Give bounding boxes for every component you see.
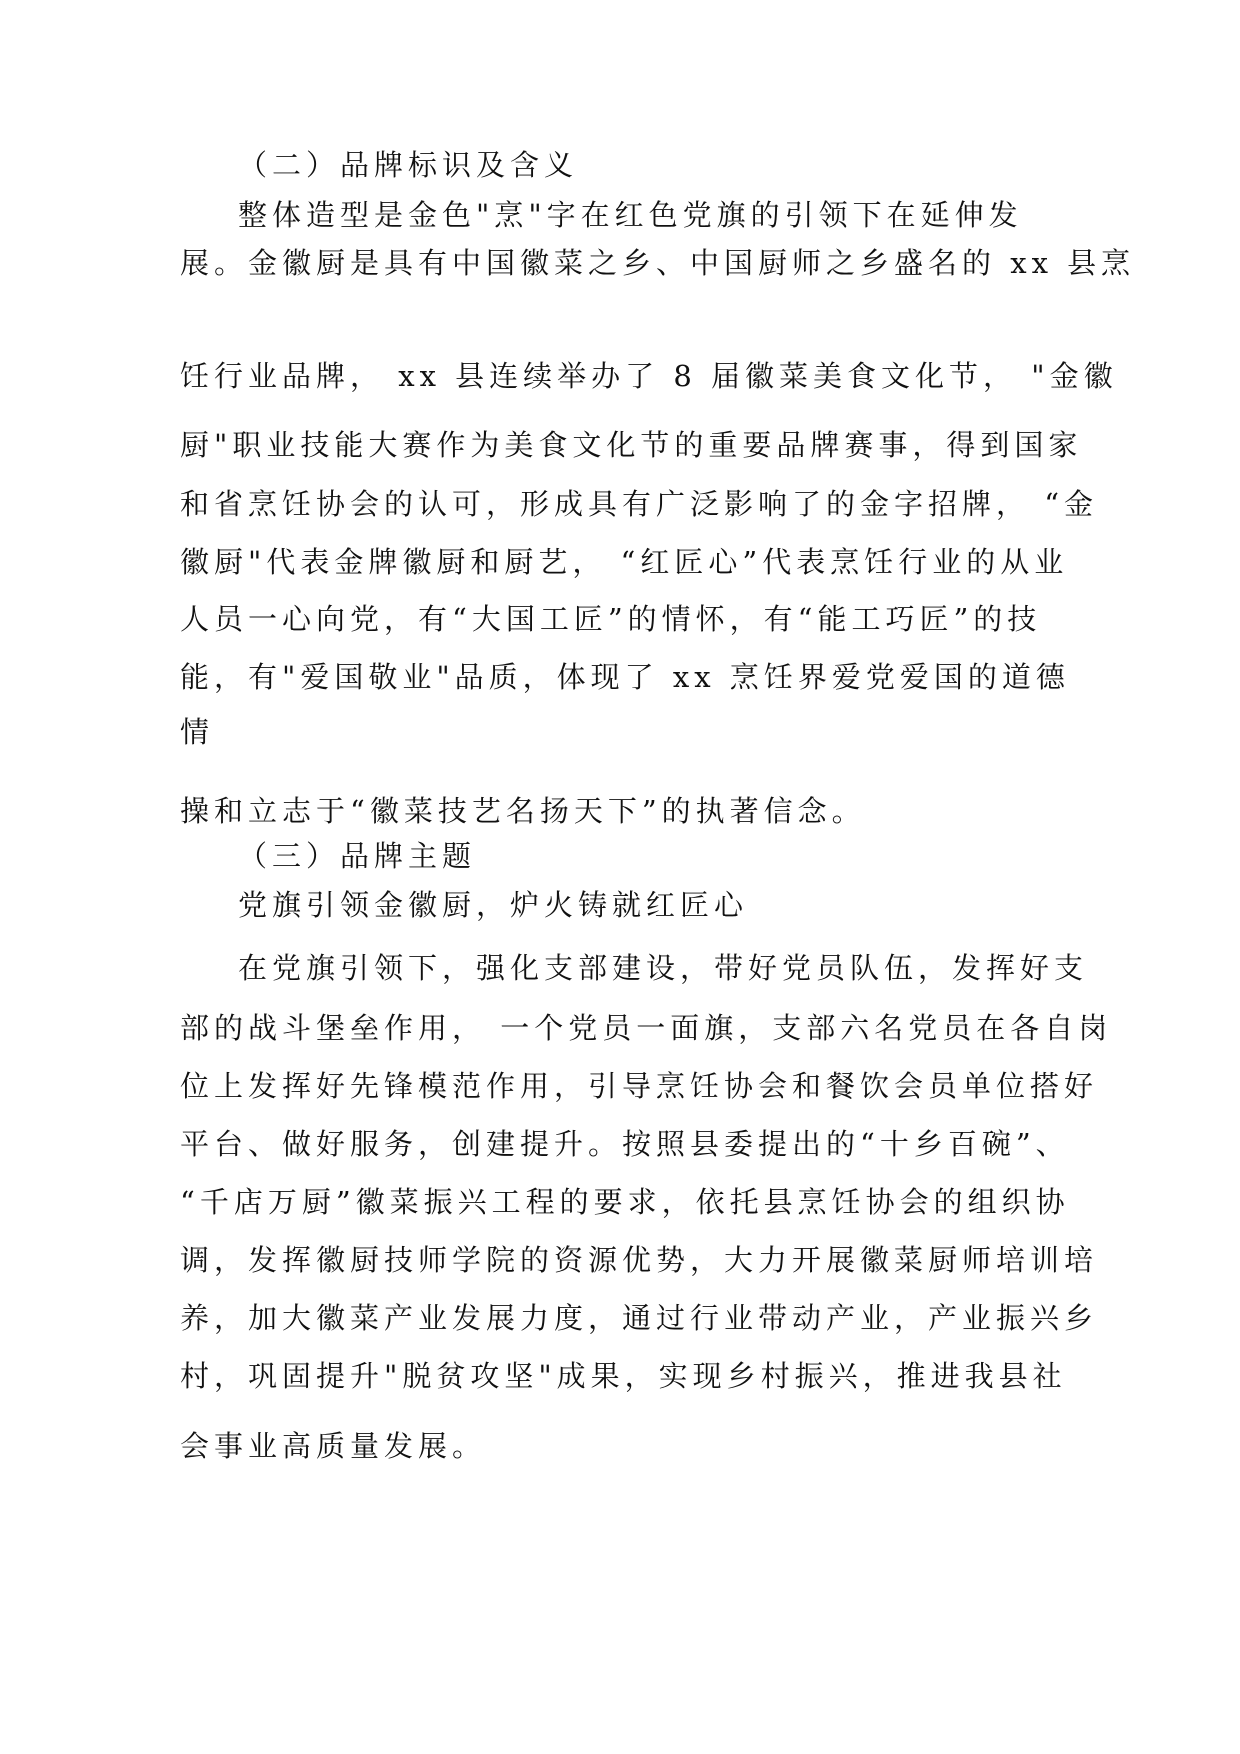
- paragraph-line: 徽厨"代表金牌徽厨和厨艺， “红匠心”代表烹饪行业的从业: [180, 545, 1069, 579]
- paragraph-line: 和省烹饪协会的认可，形成具有广泛影响了的金字招牌， “金: [180, 487, 1099, 521]
- section-heading-brand-logo: （二）品牌标识及含义: [238, 148, 579, 182]
- paragraph-line: 整体造型是金色"烹"字在红色党旗的引领下在延伸发: [238, 198, 1023, 232]
- paragraph-line: 养，加大徽菜产业发展力度，通过行业带动产业，产业振兴乡: [180, 1301, 1099, 1335]
- paragraph-line: 位上发挥好先锋模范作用，引导烹饪协会和餐饮会员单位搭好: [180, 1069, 1099, 1103]
- paragraph-line: 调，发挥徽厨技师学院的资源优势，大力开展徽菜厨师培训培: [180, 1243, 1099, 1277]
- paragraph-line: 能，有"爱国敬业"品质，体现了 xx 烹饪界爱党爱国的道德: [180, 660, 1070, 694]
- paragraph-line: 操和立志于“徽菜技艺名扬天下”的执著信念。: [180, 794, 866, 828]
- paragraph-line: “千店万厨”徽菜振兴工程的要求，依托县烹饪协会的组织协: [180, 1185, 1070, 1219]
- paragraph-line: 村，巩固提升"脱贫攻坚"成果，实现乡村振兴，推进我县社: [180, 1359, 1067, 1393]
- paragraph-line: 人员一心向党，有“大国工匠”的情怀，有“能工巧匠”的技: [180, 602, 1042, 636]
- paragraph-line: 会事业高质量发展。: [180, 1429, 487, 1463]
- section-heading-brand-theme: （三）品牌主题: [238, 839, 477, 873]
- paragraph-line: 饪行业品牌， xx 县连续举办了 8 届徽菜美食文化节， "金徽: [180, 359, 1118, 393]
- paragraph-line: 在党旗引领下，强化支部建设，带好党员队伍，发挥好支: [238, 951, 1089, 985]
- theme-slogan: 党旗引领金徽厨，炉火铸就红匠心: [238, 888, 749, 922]
- paragraph-line: 厨"职业技能大赛作为美食文化节的重要品牌赛事，得到国家: [180, 428, 1083, 462]
- paragraph-line: 平台、做好服务，创建提升。按照县委提出的“十乡百碗”、: [180, 1127, 1070, 1161]
- paragraph-line: 展。金徽厨是具有中国徽菜之乡、中国厨师之乡盛名的 xx 县烹: [180, 246, 1136, 280]
- paragraph-line: 部的战斗堡垒作用， 一个党员一面旗，支部六名党员在各自岗: [180, 1011, 1113, 1045]
- paragraph-line: 情: [180, 715, 215, 749]
